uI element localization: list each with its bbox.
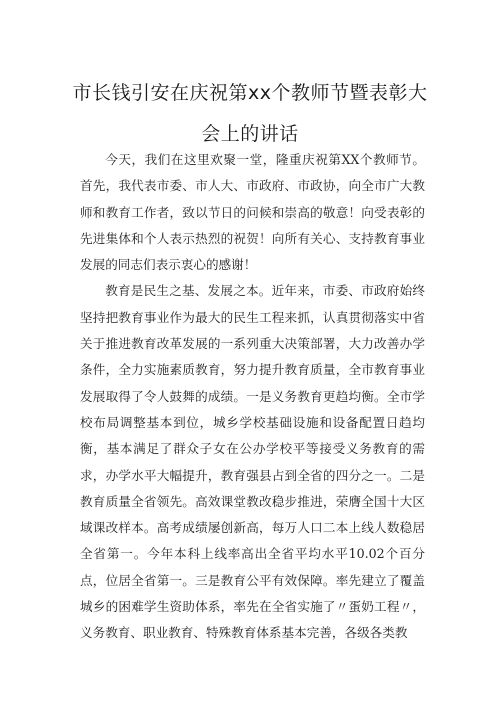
paragraph-1: 今天，我们在这里欢聚一堂，隆重庆祝第XX个教师节。首先，我代表市委、市人大、市政府、市政协，向全市广大教师和教育工作者，致以节日的问候和崇高的敬意！向受表彰的先进集体和个人表示热烈的祝贺！向所有关心、支持教育事业发展的同志们表示衷心的感谢！ [80, 152, 425, 273]
document-title-line-2: 会上的讲话 [201, 123, 299, 145]
document-title-line-1: 市长钱引安在庆祝第xx个教师节暨表彰大 [72, 82, 428, 104]
document-body [80, 147, 425, 647]
paragraph-2: 教育是民生之基、发展之本。近年来，市委、市政府始终坚持把教育事业作为最大的民生工程来抓，认真贯彻落实中省关于推进教育改革发展的一系列重大决策部署，大力改善办学条件，全力实施素质教育，努力提升教育质量，全市教育事业发展取得了令人鼓舞的成绩。一是义务教育更趋均衡。全市学校布局调整基本到位，城乡学校基础设施和设备配置日趋均衡，基本满足了群众子女在公办学校平等接受义务教育的需求，办学水平大幅提升，教育强县占到全省的四分之一。二是教育质量全省领先。高效课堂教改稳步推进，荣膺全国十大区域课改样本。高考成绩屡创新高，每万人口二本上线人数稳居全省第一。今年本科上线率高出全省平均水平10.02个百分点，位居全省第一。三是教育公平有效保障。率先建立了覆盖城乡的困难学生资助体系，率先在全省实施了〃蛋奶工程〃，义务教育、职业教育、特殊教育体系基本完善，各级各类教 [80, 283, 425, 641]
